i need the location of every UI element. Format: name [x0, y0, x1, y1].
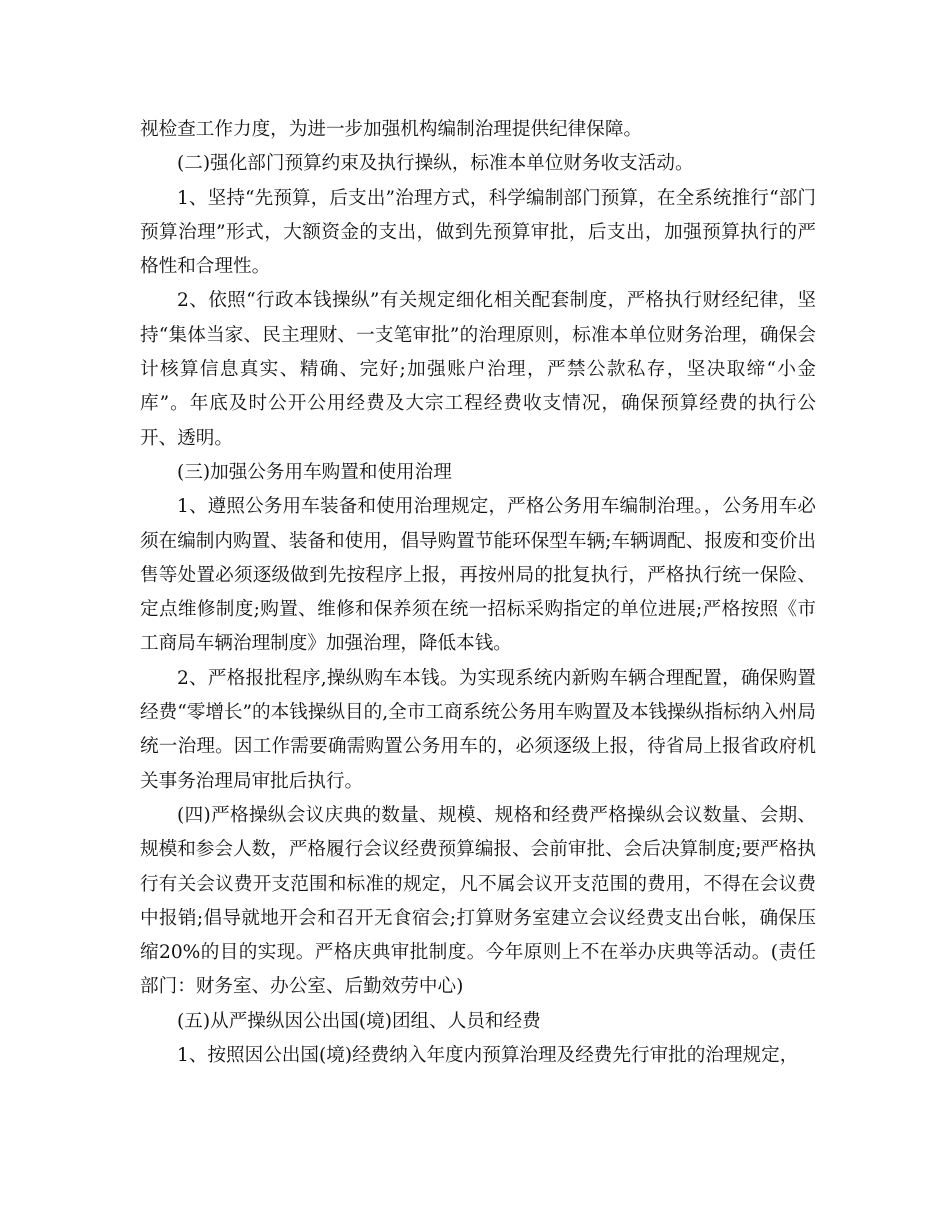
section-heading-2: (二)强化部门预算约束及执行操纵，标准本单位财务收支活动。: [177, 153, 694, 175]
section-heading-3: (三)加强公务用车购置和使用治理: [177, 461, 452, 483]
paragraph-continuation: 视检查工作力度，为进一步加强机构编制治理提供纪律保障。: [140, 119, 643, 140]
paragraph-vehicle-2: 2、严格报批程序,操纵购车本钱。为实现系统内新购车辆合理配置，确保购置经费“零增长”的本钱操纵目的,全市工商系统公务用车购置及本钱操纵指标纳入州局统一治理。因工作需要确需购置公务用车的，必须逐级上报，待省局上报省政府机关事务治理局审批后执行。: [140, 667, 816, 792]
document-body: [140, 113, 816, 1073]
paragraph-budget-2: 2、依照“行政本钱操纵”有关规定细化相关配套制度，严格执行财经纪律，坚持“集体当家、民主理财、一支笔审批”的治理原则，标准本单位财务治理，确保会计核算信息真实、精确、完好;加强账户治理，严禁公款私存，坚决取缔“小金库”。年底及时公开公用经费及大宗工程经费收支情况，确保预算经费的执行公开、透明。: [140, 290, 816, 449]
paragraph-vehicle-1: 1、遵照公务用车装备和使用治理规定，严格公务用车编制治理。，公务用车必须在编制内购置、装备和使用，倡导购置节能环保型车辆;车辆调配、报废和变价出售等处置必须逐级做到先按程序上报，再按州局的批复执行，严格执行统一保险、定点维修制度;购置、维修和保养须在统一招标采购指定的单位进展;严格按照《市工商局车辆治理制度》加强治理，降低本钱。: [140, 496, 816, 655]
section-heading-4: (四)严格操纵会议庆典的数量、规模、规格和经费严格操纵会议数量、会期、规模和参会人数，严格履行会议经费预算编报、会前审批、会后决算制度;要严格执行有关会议费开支范围和标准的规定，凡不属会议开支范围的费用，不得在会议费中报销;倡导就地开会和召开无食宿会;打算财务室建立会议经费支出台帐，确保压缩20%的目的实现。严格庆典审批制度。今年原则上不在举办庆典等活动。(责任部门：财务室、办公室、后勤效劳中心): [140, 804, 816, 998]
paragraph-budget-1: 1、坚持“先预算，后支出”治理方式，科学编制部门预算，在全系统推行“部门预算治理”形式，大额资金的支出，做到先预算审批，后支出，加强预算执行的严格性和合理性。: [140, 187, 816, 278]
section-heading-5: (五)从严操纵因公出国(境)团组、人员和经费: [177, 1010, 541, 1032]
paragraph-travel-1: 1、按照因公出国(境)经费纳入年度内预算治理及经费先行审批的治理规定，: [177, 1045, 799, 1067]
